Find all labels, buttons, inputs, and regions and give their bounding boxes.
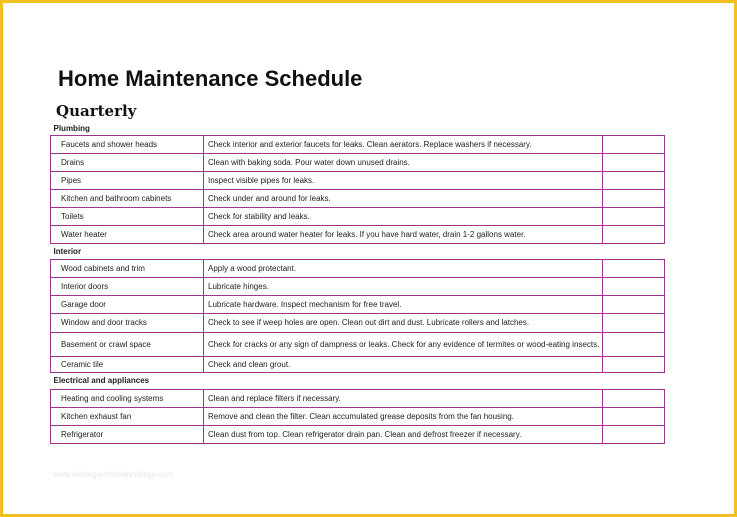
category-row — [51, 244, 665, 260]
task-cell: Lubricate hardware. Inspect mechanism for free travel. — [204, 296, 603, 314]
task-cell: Check and clean grout. — [204, 357, 603, 373]
table-row — [51, 426, 665, 444]
task-cell: Check for cracks or any sign of dampness or leaks. Check for any evidence of termites or wood-eating insects. — [204, 333, 603, 357]
task-cell: Check under and around for leaks. — [204, 190, 603, 208]
task-cell: Clean with baking soda. Pour water down unused drains. — [204, 154, 603, 172]
table-row — [51, 408, 665, 426]
done-cell[interactable] — [603, 296, 665, 314]
done-cell[interactable] — [603, 314, 665, 333]
item-cell: Kitchen and bathroom cabinets — [51, 190, 204, 208]
category-label: Interior — [51, 244, 603, 260]
table-row — [51, 333, 665, 357]
item-cell: Drains — [51, 154, 204, 172]
task-cell: Clean dust from top. Clean refrigerator drain pan. Clean and defrost freezer if necessary. — [204, 426, 603, 444]
maintenance-table — [50, 122, 665, 444]
item-cell: Ceramic tile — [51, 357, 204, 373]
item-cell: Pipes — [51, 172, 204, 190]
done-cell[interactable] — [603, 208, 665, 226]
table-row — [51, 296, 665, 314]
done-cell[interactable] — [603, 357, 665, 373]
item-cell: Water heater — [51, 226, 204, 244]
done-cell[interactable] — [603, 260, 665, 278]
done-cell[interactable] — [603, 390, 665, 408]
task-cell: Check for stability and leaks. — [204, 208, 603, 226]
done-cell[interactable] — [603, 226, 665, 244]
task-cell: Check area around water heater for leaks. If you have hard water, drain 1-2 gallons water. — [204, 226, 603, 244]
item-cell: Basement or crawl space — [51, 333, 204, 357]
category-row — [51, 373, 665, 390]
table-row — [51, 208, 665, 226]
table-row — [51, 260, 665, 278]
table-row — [51, 190, 665, 208]
task-cell: Remove and clean the filter. Clean accumulated grease deposits from the fan housing. — [204, 408, 603, 426]
done-cell[interactable] — [603, 172, 665, 190]
item-cell: Refrigerator — [51, 426, 204, 444]
item-cell: Window and door tracks — [51, 314, 204, 333]
table-row — [51, 357, 665, 373]
table-row — [51, 226, 665, 244]
item-cell: Garage door — [51, 296, 204, 314]
table-row — [51, 154, 665, 172]
item-cell: Wood cabinets and trim — [51, 260, 204, 278]
done-cell[interactable] — [603, 190, 665, 208]
table-row — [51, 278, 665, 296]
category-label: Plumbing — [51, 122, 603, 136]
schedule-frequency-heading: Quarterly — [56, 102, 137, 120]
task-cell: Check interior and exterior faucets for leaks. Clean aerators. Replace washers if necessary. — [204, 136, 603, 154]
done-cell[interactable] — [603, 154, 665, 172]
task-cell: Inspect visible pipes for leaks. — [204, 172, 603, 190]
item-cell: Toilets — [51, 208, 204, 226]
task-cell: Apply a wood protectant. — [204, 260, 603, 278]
task-cell: Check to see if weep holes are open. Clean out dirt and dust. Lubricate rollers and latches. — [204, 314, 603, 333]
watermark: www.heritagechristiancollege.com — [53, 470, 174, 479]
category-label: Electrical and appliances — [51, 373, 603, 390]
item-cell: Heating and cooling systems — [51, 390, 204, 408]
category-row — [51, 122, 665, 136]
done-cell[interactable] — [603, 333, 665, 357]
category-blank-cell — [603, 244, 665, 260]
item-cell: Interior doors — [51, 278, 204, 296]
table-row — [51, 172, 665, 190]
table-row — [51, 314, 665, 333]
done-cell[interactable] — [603, 426, 665, 444]
done-cell[interactable] — [603, 136, 665, 154]
table-row — [51, 136, 665, 154]
table-row — [51, 390, 665, 408]
page-title: Home Maintenance Schedule — [58, 66, 363, 91]
category-blank-cell — [603, 122, 665, 136]
item-cell: Faucets and shower heads — [51, 136, 204, 154]
item-cell: Kitchen exhaust fan — [51, 408, 204, 426]
task-cell: Lubricate hinges. — [204, 278, 603, 296]
category-blank-cell — [603, 373, 665, 390]
task-cell: Clean and replace filters if necessary. — [204, 390, 603, 408]
done-cell[interactable] — [603, 408, 665, 426]
done-cell[interactable] — [603, 278, 665, 296]
